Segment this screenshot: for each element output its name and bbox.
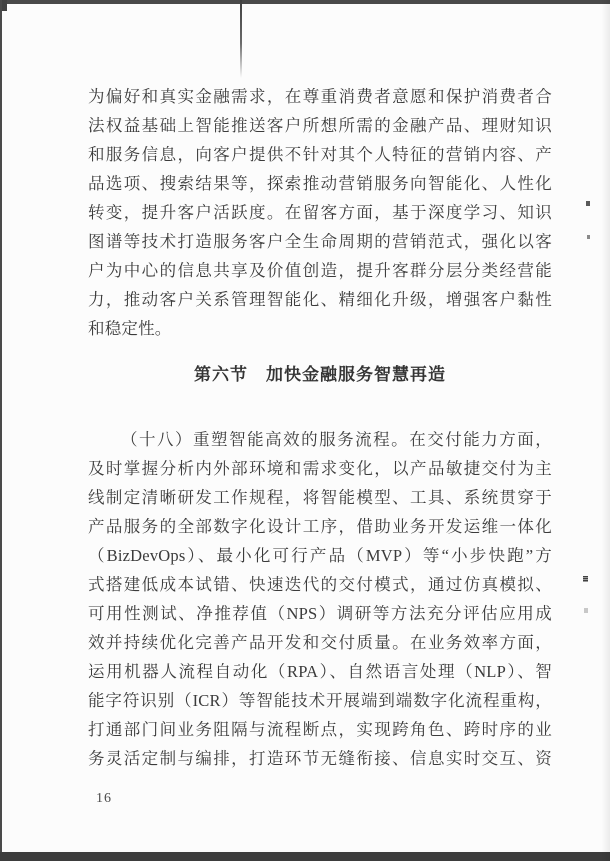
text-line: 务灵活定制与编排，打造环节无缝衔接、信息实时交互、资	[88, 749, 552, 768]
paragraph-item-18	[88, 425, 552, 773]
scan-speck	[584, 608, 588, 613]
text-line: 及时掌握分析内外部环境和需求变化，以产品敏捷交付为主	[88, 459, 552, 478]
scan-edge-bottom	[0, 852, 610, 861]
text-line: 产品服务的全部数字化设计工序，借助业务开发运维一体化	[88, 517, 552, 536]
text-line: 户为中心的信息共享及价值创造，提升客群分层分类经营能	[88, 261, 552, 280]
text-line: 效并持续优化完善产品开发和交付质量。在业务效率方面，	[88, 633, 552, 652]
scan-crease-mark	[240, 0, 242, 78]
text-line: 为偏好和真实金融需求，在尊重消费者意愿和保护消费者合	[88, 87, 552, 106]
text-line: 转变，提升客户活跃度。在留客方面，基于深度学习、知识	[88, 203, 552, 222]
scan-edge-top	[0, 0, 610, 4]
text-line: 式搭建低成本试错、快速迭代的交付模式，通过仿真模拟、	[88, 575, 552, 594]
text-line: （BizDevOps）、最小化可行产品（MVP）等“小步快跑”方	[88, 546, 552, 565]
text-block	[88, 82, 552, 773]
scan-edge-right-shade	[601, 0, 610, 861]
text-line: 和稳定性。	[88, 319, 172, 338]
text-line: （十八）重塑智能高效的服务流程。在交付能力方面，	[121, 430, 552, 449]
paragraph-continuation	[88, 82, 552, 343]
text-line: 可用性测试、净推荐值（NPS）调研等方法充分评估应用成	[88, 604, 552, 623]
text-line: 力，推动客户关系管理智能化、精细化升级，增强客户黏性	[88, 290, 552, 309]
text-line: 和服务信息，向客户提供不针对其个人特征的营销内容、产	[88, 145, 552, 164]
scan-edge-left	[0, 0, 2, 861]
text-line: 图谱等技术打造服务客户全生命周期的营销范式，强化以客	[88, 232, 552, 251]
scan-speck	[587, 235, 590, 239]
scan-speck	[586, 201, 590, 206]
text-line: 品选项、搜索结果等，探索推动营销服务向智能化、人性化	[88, 174, 552, 193]
text-line: 打通部门间业务阻隔与流程断点，实现跨角色、跨时序的业	[88, 720, 552, 739]
scan-speck	[583, 576, 588, 582]
text-line: 线制定清晰研发工作规程，将智能模型、工具、系统贯穿于	[88, 488, 552, 507]
text-line: 运用机器人流程自动化（RPA）、自然语言处理（NLP）、智	[88, 662, 552, 681]
text-line: 法权益基础上智能推送客户所想所需的金融产品、理财知识	[88, 116, 552, 135]
text-line: 能字符识别（ICR）等智能技术开展端到端数字化流程重构，	[88, 691, 552, 710]
page-number: 16	[96, 791, 112, 806]
section-heading: 第六节 加快金融服务智慧再造	[194, 365, 446, 384]
